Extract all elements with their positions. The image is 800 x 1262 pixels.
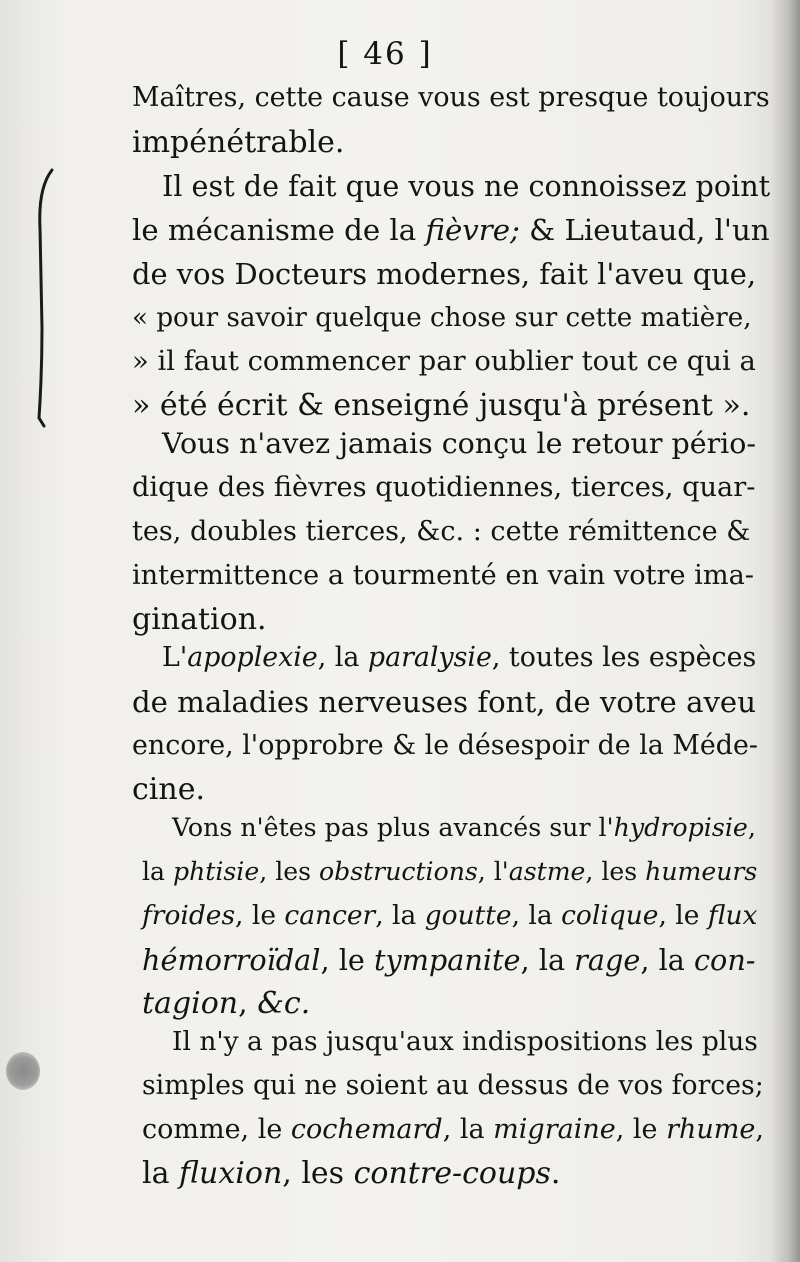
italic-term: &c. [257,986,311,1021]
text-segment: , la [317,642,368,673]
text-line [132,256,756,292]
text-line [142,942,756,978]
italic-term: flux [707,900,758,931]
text-segment: , la [511,900,562,931]
italic-term: goutte [424,900,512,931]
text-segment: . [550,1156,561,1191]
text-line [132,300,752,336]
page-number: [ 46 ] [337,36,433,72]
text-segment: » il faut commencer par oublier tout ce qui a [132,346,756,377]
text-line [132,514,750,550]
text-segment: tes, doubles tierces, &c. : cette rémittence & [132,516,751,547]
text-segment: , le [235,900,285,931]
italic-term: contre-coups [353,1156,551,1191]
text-segment: cine. [132,772,206,807]
text-segment: , la [640,943,694,977]
text-line [132,125,344,161]
italic-term: tagion [142,986,239,1021]
text-segment: dique des fièvres quotidiennes, tierces, quar- [132,472,756,503]
text-line [162,426,756,462]
paper-stain [6,1052,40,1090]
text-segment: » été écrit & enseigné jusqu'à présent ». [132,388,751,423]
text-line [142,986,310,1022]
text-segment: , les [259,857,319,886]
text-segment: la [142,1156,180,1191]
text-segment: gination. [132,602,267,637]
italic-term: colique [561,900,659,931]
text-segment: impénétrable. [132,125,345,160]
italic-term: obstructions [318,857,478,886]
text-line [162,640,756,676]
text-line [132,558,754,594]
text-line [142,854,757,890]
italic-term: paralysie [367,642,492,673]
text-line [132,772,205,808]
text-line [132,728,758,764]
text-line [162,168,770,204]
text-segment: , la [442,1114,494,1145]
italic-term: fièvre; [425,213,520,247]
text-segment: encore, l'opprobre & le désespoir de la Méde- [132,730,758,761]
text-line [132,470,755,506]
text-segment: , [755,1114,764,1145]
text-segment: de vos Docteurs modernes, fait l'aveu que, [132,257,757,291]
italic-term: cochemard [290,1114,443,1145]
text-segment: , les [585,857,646,886]
text-segment: comme, le [142,1114,291,1145]
text-segment: , [238,986,258,1021]
text-segment: « pour savoir quelque chose sur cette matière, [132,303,752,333]
italic-term: humeurs [645,857,758,886]
text-segment: , toutes les espèces [491,642,757,673]
italic-term: fluxion [179,1156,283,1191]
text-segment: Il est de fait que vous ne connoissez point [162,169,771,203]
text-segment: , l' [477,857,509,886]
text-segment: Maîtres, cette cause vous est presque toujours [132,82,770,113]
text-segment: , le [320,943,374,977]
text-line [132,344,756,380]
text-segment: Il n'y a pas jusqu'aux indispositions les plus [172,1026,758,1057]
text-segment: & Lieutaud, l'un [519,213,770,247]
text-line [132,212,770,248]
text-line [142,1068,764,1104]
italic-term: rage [574,943,641,977]
text-segment: la [142,857,174,886]
text-segment: le mécanisme de la [132,213,426,247]
text-segment: , le [615,1114,667,1145]
text-line [132,684,756,720]
text-segment: L' [162,642,188,673]
text-line [142,1112,764,1148]
text-segment: simples qui ne soient au dessus de vos forces; [142,1070,764,1101]
text-segment: , la [520,943,575,977]
margin-bracket-mark [30,168,60,430]
text-line [172,1024,758,1060]
text-line [132,388,750,424]
text-line [132,80,770,116]
text-line [142,1156,560,1192]
italic-term: con- [693,943,756,977]
text-segment: de maladies nerveuses font, de votre aveu [132,685,756,719]
page-spine-shadow [770,0,800,1262]
italic-term: tympanite [373,943,521,977]
text-segment: intermittence a tourmenté en vain votre ima- [132,560,754,591]
text-line [142,898,757,934]
italic-term: froides [142,900,236,931]
italic-term: hémorroïdal [142,943,321,977]
italic-term: hydropisie [613,813,748,842]
text-segment: Vons n'êtes pas plus avancés sur l' [172,813,614,842]
italic-term: astme [508,857,586,886]
text-line [172,810,756,846]
text-segment: , la [375,900,425,931]
italic-term: rhume [666,1114,756,1145]
text-segment: , le [658,900,708,931]
italic-term: cancer [284,900,376,931]
text-segment: , [747,813,756,842]
italic-term: apoplexie [187,642,318,673]
italic-term: migraine [493,1114,616,1145]
italic-term: phtisie [173,857,260,886]
text-segment: Vous n'avez jamais conçu le retour pério- [162,427,757,460]
text-line [132,602,267,638]
text-segment: , les [282,1156,354,1191]
